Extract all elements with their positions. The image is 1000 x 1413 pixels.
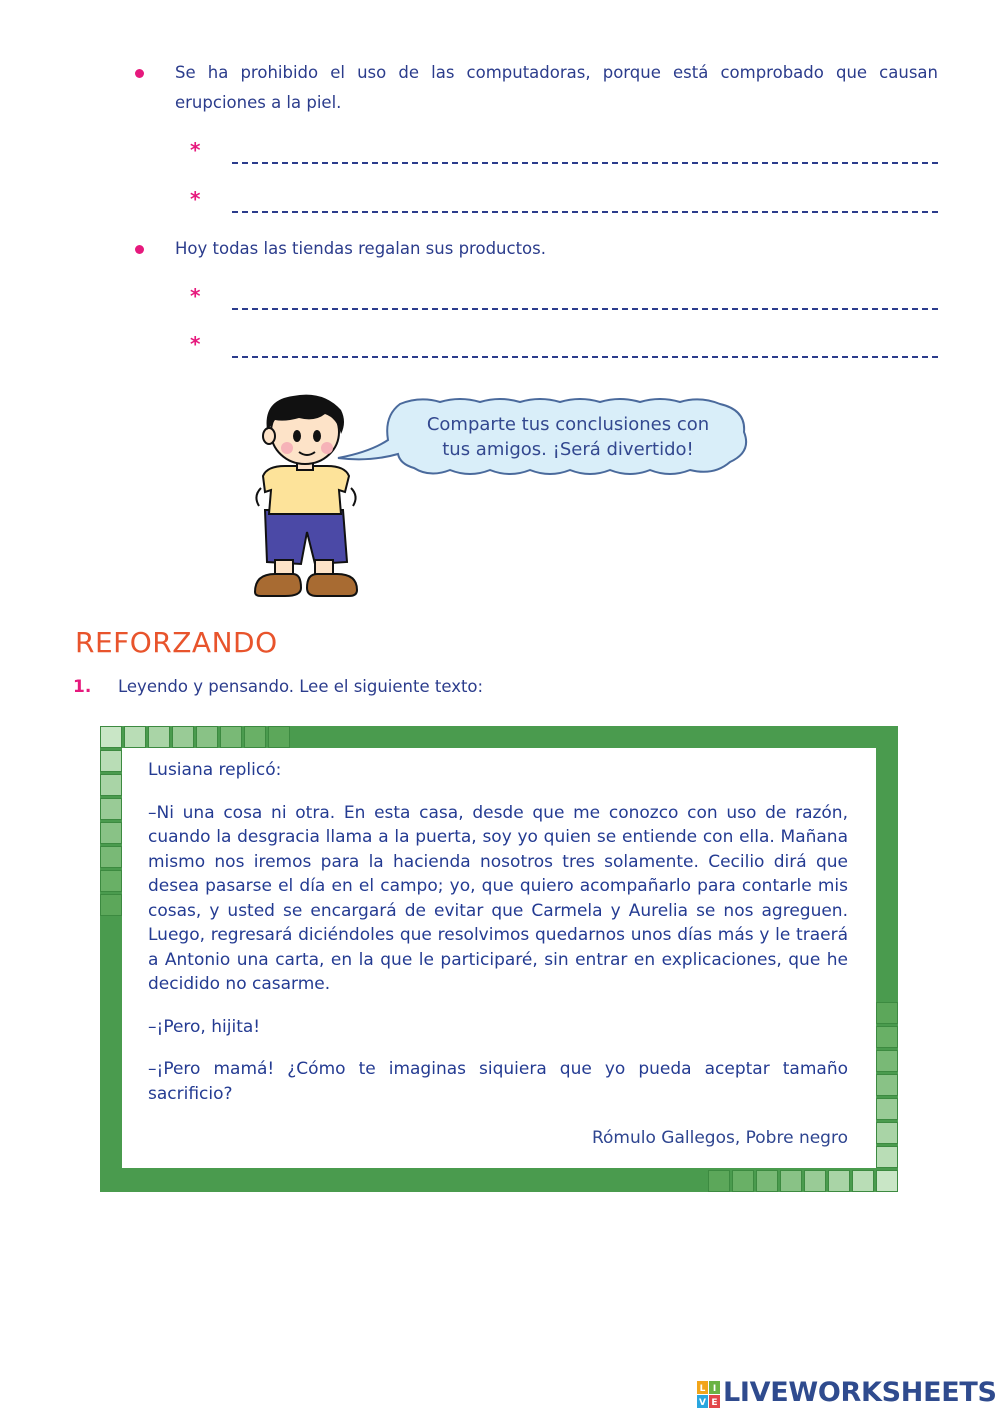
reading-passage <box>148 758 848 1151</box>
frame-square <box>100 822 122 844</box>
frame-square <box>124 726 146 748</box>
frame-square <box>780 1170 802 1192</box>
svg-text:L: L <box>699 1384 706 1394</box>
star-marker: * <box>190 138 201 162</box>
frame-square <box>756 1170 778 1192</box>
frame-square <box>100 750 122 772</box>
passage-paragraph-1: –Ni una cosa ni otra. En esta casa, desde que me conozco con uso de razón, cuando la desgracia llama a la puerta, soy yo quien se entiende con ella. Mañana mismo nos iremos para la hacienda nosotros tres solamente. Cecilio dirá que desea pasarse el día en el campo; yo, que quiero acompañarlo para contarle mis cosas, y usted se encargará de evitar que Carmela y Aurelia se nos agreguen. Luego, regresará diciéndoles que resolvimos quedarnos unos días más y le traerá a Antonio una carta, en la que le participaré, sin entrar en explicaciones, que he decidido no casarme. <box>148 802 848 994</box>
frame-square <box>876 1170 898 1192</box>
frame-square <box>100 774 122 796</box>
star-marker: * <box>190 284 201 308</box>
frame-square <box>100 726 122 748</box>
passage-intro: Lusiana replicó: <box>148 760 282 780</box>
liveworksheets-logo-icon <box>697 1381 721 1409</box>
frame-square <box>220 726 242 748</box>
statement-2: Hoy todas las tiendas regalan sus productos. <box>175 239 546 258</box>
frame-square <box>732 1170 754 1192</box>
bullet-dot <box>135 69 144 78</box>
frame-square <box>876 1050 898 1072</box>
frame-square <box>876 1026 898 1048</box>
passage-paragraph-3: –¡Pero mamá! ¿Cómo te imaginas siquiera que yo pueda aceptar tamaño sacrificio? <box>148 1059 848 1104</box>
frame-square <box>876 1002 898 1024</box>
frame-square <box>852 1170 874 1192</box>
frame-square <box>172 726 194 748</box>
liveworksheets-logo-text: LIVEWORKSHEETS <box>723 1377 997 1408</box>
speech-line-1: Comparte tus conclusiones con <box>426 414 710 435</box>
exercise-number: 1. <box>73 677 92 697</box>
svg-text:I: I <box>712 1384 717 1394</box>
svg-text:E: E <box>711 1398 718 1408</box>
frame-square <box>708 1170 730 1192</box>
statement-1: Se ha prohibido el uso de las computadoras, porque está comprobado que causan erupciones a la piel. <box>175 63 938 112</box>
frame-square <box>876 1146 898 1168</box>
star-marker: * <box>190 187 201 211</box>
answer-input-2a[interactable] <box>232 288 938 310</box>
speech-bubble-text <box>398 412 738 462</box>
frame-square <box>196 726 218 748</box>
frame-square <box>876 1074 898 1096</box>
frame-square <box>804 1170 826 1192</box>
frame-square <box>244 726 266 748</box>
passage-author: Rómulo Gallegos, Pobre negro <box>591 1128 848 1148</box>
speech-line-2: tus amigos. ¡Será divertido! <box>442 439 694 460</box>
answer-input-1a[interactable] <box>232 142 938 164</box>
frame-square <box>876 1098 898 1120</box>
frame-square <box>828 1170 850 1192</box>
passage-paragraph-2: –¡Pero, hijita! <box>148 1016 261 1037</box>
frame-square <box>876 1122 898 1144</box>
frame-square <box>100 846 122 868</box>
answer-input-2b[interactable] <box>232 336 938 358</box>
frame-square <box>100 870 122 892</box>
frame-square <box>148 726 170 748</box>
answer-input-1b[interactable] <box>232 191 938 213</box>
svg-text:V: V <box>699 1398 706 1408</box>
frame-square <box>100 798 122 820</box>
liveworksheets-logo <box>697 1377 995 1413</box>
exercise-instruction: Leyendo y pensando. Lee el siguiente texto: <box>118 677 484 696</box>
section-title: REFORZANDO <box>75 626 278 659</box>
frame-square <box>268 726 290 748</box>
star-marker: * <box>190 332 201 356</box>
frame-square <box>100 894 122 916</box>
bullet-dot <box>135 245 144 254</box>
